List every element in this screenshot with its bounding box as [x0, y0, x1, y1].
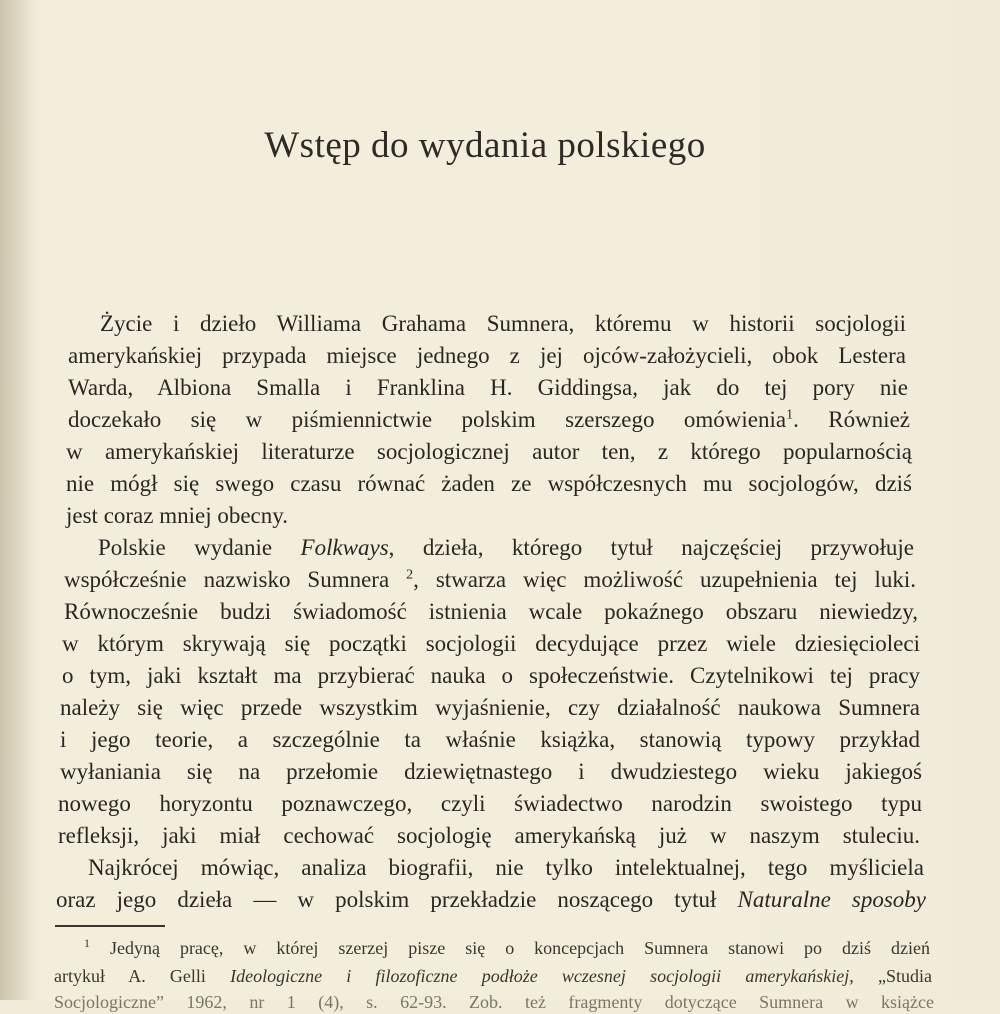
body-line: nie mógł się swego czasu równać żaden ze współczesnych mu socjologów, dziś	[66, 471, 912, 496]
body-line: amerykańskiej przypada miejsce jednego z jej ojców-założycieli, obok Lestera	[68, 343, 906, 368]
body-line: Najkrócej mówiąc, analiza biografii, nie tylko intelektualnej, tego myśliciela	[88, 855, 924, 880]
body-line: w którym skrywają się początki socjologii decydujące przez wiele dziesięcioleci	[62, 631, 920, 656]
body-line: w amerykańskiej literaturze socjologicznej autor ten, z którego popularnością	[66, 439, 912, 464]
footnote-marker: 1	[84, 936, 90, 950]
body-line: Warda, Albiona Smalla i Franklina H. Giddingsa, jak do tej pory nie	[68, 375, 908, 400]
chapter-title: Wstęp do wydania polskiego	[264, 125, 706, 166]
body-line: nowego horyzontu poznawczego, czyli świadectwo narodzin swoistego typu	[58, 791, 922, 816]
body-line: refleksji, jaki miał cechować socjologię amerykańską już w naszym stuleciu.	[58, 823, 920, 848]
footnote-ref: 2	[406, 567, 414, 583]
body-line: o tym, jaki kształt ma przybierać nauka o społeczeństwie. Czytelnikowi tej pracy	[62, 663, 920, 688]
body-line: Polskie wydanie Folkways, dzieła, którego tytuł najczęściej przywołuje	[98, 535, 914, 560]
body-line: oraz jego dzieła — w polskim przekładzie noszącego tytuł Naturalne sposoby	[56, 887, 927, 912]
footnote-line: $^1$ Jedyną pracę, w której szerzej pisze się o koncepcjach Sumnera stanowi po dziś dzień	[84, 936, 930, 958]
footnote-line: artykuł A. Gelli Ideologiczne i filozoficzne podłoże wczesnej socjologii amerykańskiej, „Studia	[54, 966, 932, 986]
body-line: Równocześnie budzi świadomość istnienia wcale pokaźnego obszaru niewiedzy,	[64, 599, 918, 624]
body-line: jest coraz mniej obecny.	[66, 503, 289, 528]
footnote-rule	[55, 925, 165, 927]
body-line: i jego teorie, a szczególnie ta właśnie książka, stanowią typowy przykład	[60, 727, 920, 752]
body-line: Życie i dzieło Williama Grahama Sumnera, któremu w historii socjologii	[100, 311, 906, 336]
footnote-line: Socjologiczne” 1962, nr 1 (4), s. 62-93. Zob. też fragmenty dotyczące Sumnera w książce	[54, 992, 934, 1012]
body-line: należy się więc przede wszystkim wyjaśnienie, czy działalność naukowa Sumnera	[60, 695, 920, 720]
body-line: wyłaniania się na przełomie dziewiętnastego i dwudziestego wieku jakiegoś	[60, 759, 922, 784]
footnote-ref: 1	[786, 407, 794, 423]
body-line: współcześnie nazwisko Sumnera $^2$, stwarza więc możliwość uzupełnienia tej luki.	[64, 567, 916, 592]
body-line: doczekało się w piśmiennictwie polskim szerszego omówienia$^1$. Również	[68, 407, 910, 432]
